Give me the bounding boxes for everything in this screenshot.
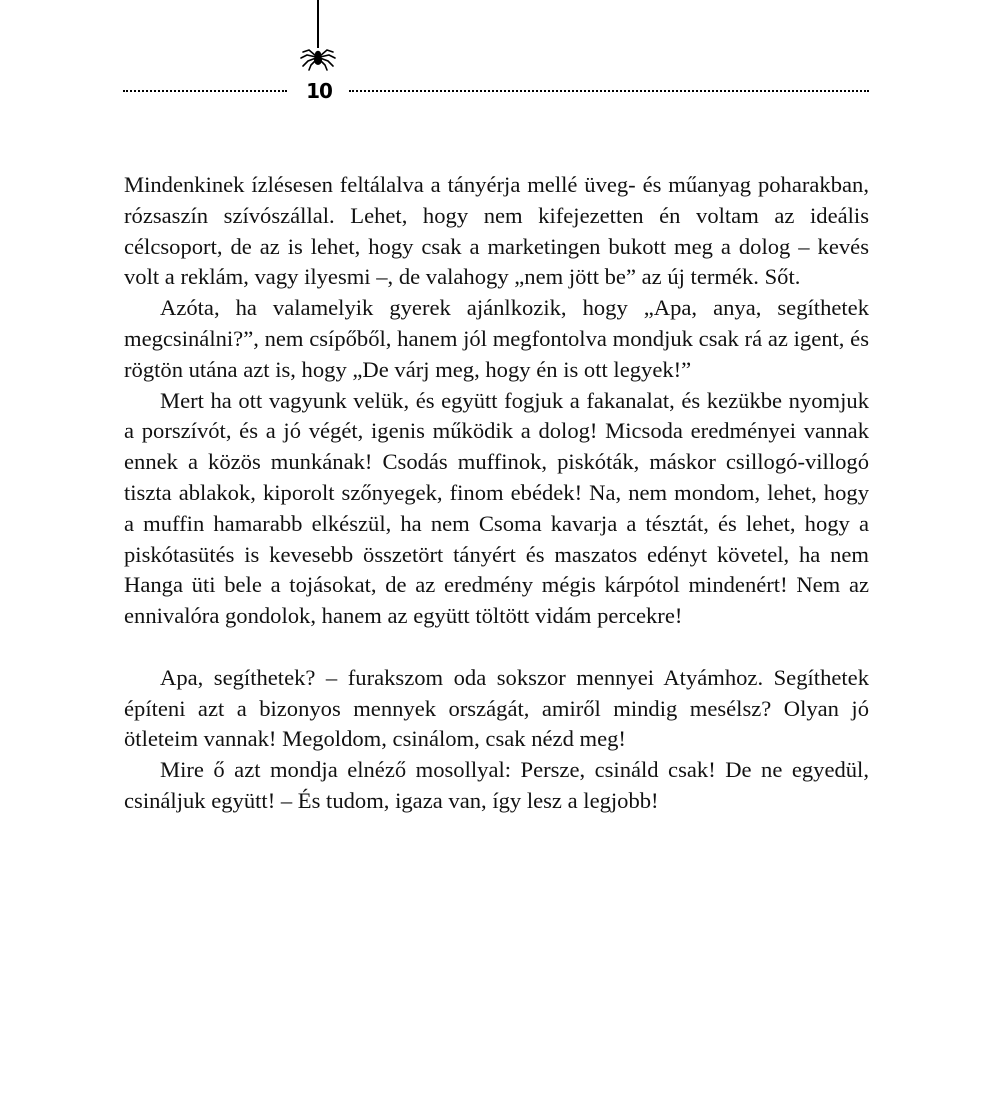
spider-thread	[317, 0, 319, 48]
spider-icon	[299, 42, 337, 72]
paragraph: Azóta, ha valamelyik gyerek ajánlkozik, hogy „Apa, anya, segíthetek megcsinálni?”, nem csípőből, hanem jól megfontolva mondjuk csak rá az igent, és rögtön utána azt is, hogy „De várj meg, hogy én is ott legyek!”	[124, 295, 869, 382]
paragraph: Mire ő azt mondja elnéző mosollyal: Persze, csináld csak! De ne egyedül, csináljuk együtt! – És tudom, igaza van, így lesz a legjobb!	[124, 757, 869, 813]
page-number: 10	[306, 79, 332, 103]
body-text	[124, 170, 869, 817]
paragraph: Mindenkinek ízlésesen feltálalva a tányérja mellé üveg- és műanyag poharakban, rózsaszín szívószállal. Lehet, hogy nem kifejezetten én voltam az ideális célcsoport, de az is lehet, hogy csak a marketingen bukott meg a dolog – kevés volt a reklám, vagy ilyesmi –, de valahogy „nem jött be” az új termék. Sőt.	[124, 172, 869, 290]
paragraph: Mert ha ott vagyunk velük, és együtt fogjuk a fakanalat, és kezükbe nyomjuk a porszívót, és a jó végét, igenis működik a dolog! Micsoda eredményei vannak ennek a közös munkának! Csodás muffinok, piskóták, máskor csillogó-villogó tiszta ablakok, kiporolt szőnyegek, finom ebédek! Na, nem mondom, lehet, hogy a muffin hamarabb elkészül, ha nem Csoma kavarja a tésztát, és lehet, hogy a piskótasütés is kevesebb összetört tányért és maszatos edényt követel, ha nem Hanga üti bele a tojásokat, de az eredmény mégis kárpótol mindenért! Nem az ennivalóra gondolok, hanem az együtt töltött vidám percekre!	[124, 387, 869, 629]
paragraph: Apa, segíthetek? – furakszom oda sokszor mennyei Atyámhoz. Segíthetek építeni azt a bizonyos mennyek országát, amiről mindig mesélsz? Olyan jó ötleteim vannak! Megoldom, csinálom, csak nézd meg!	[124, 664, 869, 752]
header-rule-left	[123, 90, 287, 92]
header-rule-right	[349, 90, 869, 92]
